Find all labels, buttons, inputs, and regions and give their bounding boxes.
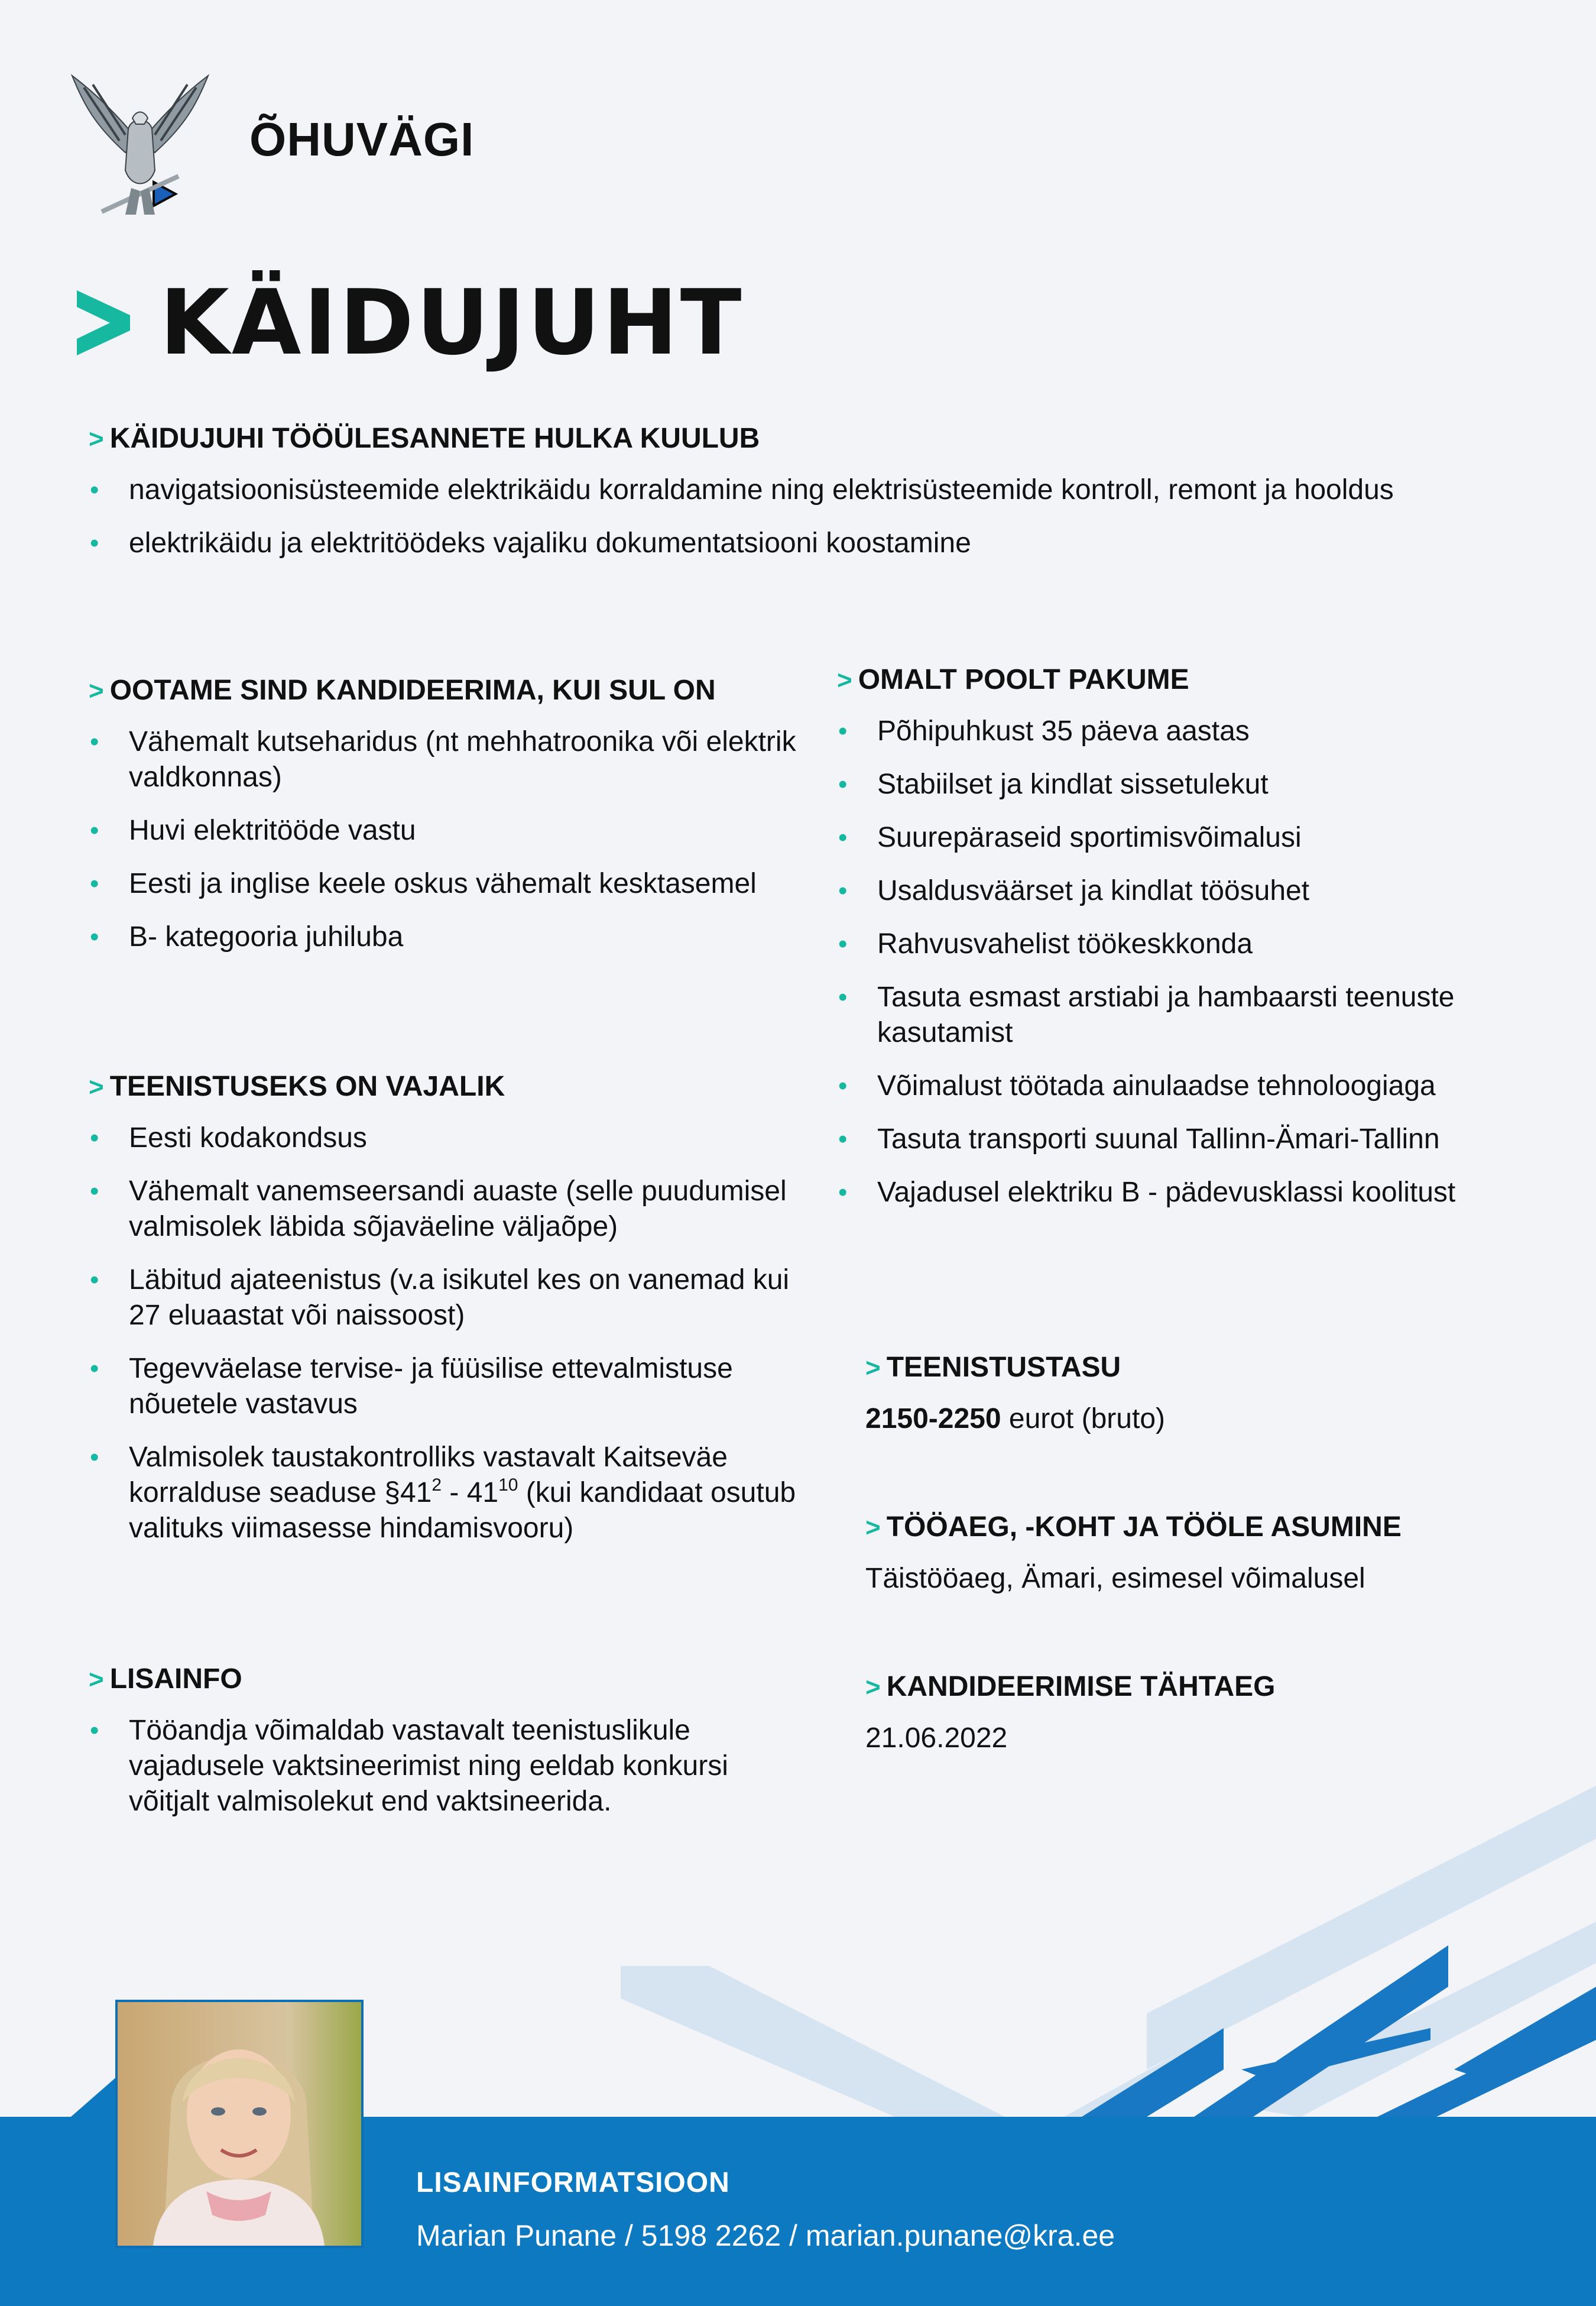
list-item: • elektrikäidu ja elektritöödeks vajaliku dokumentatsiooni koostamine (89, 526, 1478, 561)
contact-person-photo (115, 2000, 364, 2248)
candidate-list (89, 724, 798, 955)
section-title: > TEENISTUSTASU (865, 1352, 1121, 1383)
section-marker: > (865, 1513, 881, 1542)
list-item: • Eesti ja inglise keele oskus vähemalt kesktasemel (89, 866, 798, 902)
portrait-image (118, 2002, 361, 2246)
section-marker: > (865, 1673, 881, 1702)
chevron-right-icon (77, 290, 130, 355)
section-candidate (89, 673, 798, 973)
list-item: • Vähemalt kutseharidus (nt mehhatroonika või elektrik valdkonnas) (89, 724, 798, 795)
section-requirements (89, 1069, 798, 1564)
list-item: • Vähemalt vanemseersandi auaste (selle puudumisel valmisolek läbida sõjaväeline väljaõpe) (89, 1174, 798, 1245)
eagle-emblem-icon (66, 70, 214, 224)
list-item: • Rahvusvahelist töökeskkonda (837, 927, 1546, 962)
list-item: • Stabiilset ja kindlat sissetulekut (837, 767, 1546, 802)
section-title: > OMALT POOLT PAKUME (837, 664, 1189, 695)
section-offer (837, 662, 1546, 1228)
list-item: • Suurepäraseid sportimisvõimalusi (837, 820, 1546, 856)
org-name: ÕHUVÄGI (249, 113, 475, 166)
list-item: • Võimalust töötada ainulaadse tehnoloogiaga (837, 1068, 1546, 1104)
section-marker: > (89, 1073, 104, 1102)
page-title: KÄIDUJUHT (160, 270, 744, 375)
section-worktime (865, 1510, 1545, 1596)
section-title: > TEENISTUSEKS ON VAJALIK (89, 1071, 505, 1102)
section-marker: > (89, 676, 104, 705)
list-item: • B- kategooria juhiluba (89, 919, 798, 955)
salary-value: 2150-2250 eurot (bruto) (865, 1403, 1165, 1434)
contact-details[interactable]: Marian Punane / 5198 2262 / marian.punane@kra.ee (416, 2219, 1115, 2252)
worktime-value: Täistööaeg, Ämari, esimesel võimalusel (865, 1563, 1365, 1594)
section-deadline (865, 1669, 1545, 1756)
section-title: > OOTAME SIND KANDIDEERIMA, KUI SUL ON (89, 675, 716, 706)
list-item: • Valmisolek taustakontrolliks vastavalt Kaitseväe korralduse seaduse $\S 41^2 - 41^{10}$ (kui kandidaat osutub valituks viimasesse hindamisvooru) (89, 1440, 798, 1546)
list-item: • Huvi elektritööde vastu (89, 813, 798, 848)
list-item: • Vajadusel elektriku B - pädevusklassi koolitust (837, 1175, 1546, 1210)
duties-list (89, 472, 1478, 561)
section-title: > LISAINFO (89, 1663, 242, 1695)
list-item: • Põhipuhkust 35 päeva aastas (837, 714, 1546, 749)
section-title: > KÄIDUJUHI TÖÖÜLESANNETE HULKA KUULUB (89, 423, 760, 454)
list-item: • Tasuta esmast arstiabi ja hambaarsti teenuste kasutamist (837, 980, 1546, 1051)
section-duties (89, 421, 1478, 579)
list-item: • Tegevväelase tervise- ja füüsilise ettevalmistuse nõuetele vastavus (89, 1351, 798, 1422)
list-item: • Usaldusväärset ja kindlat töösuhet (837, 873, 1546, 909)
section-marker: > (837, 666, 852, 695)
list-item: • Tööandja võimaldab vastavalt teenistuslikule vajadusele vaktsineerimist ning eeldab konkursi võitjalt valmisolekut end vaktsineerida. (89, 1713, 798, 1819)
requirements-list (89, 1120, 798, 1546)
list-item: • Tasuta transporti suunal Tallinn-Ämari-Tallinn (837, 1122, 1546, 1157)
section-salary (865, 1350, 1545, 1437)
deadline-value: 21.06.2022 (865, 1722, 1008, 1754)
section-title: > TÖÖAEG, -KOHT JA TÖÖLE ASUMINE (865, 1511, 1402, 1543)
section-marker: > (89, 1665, 104, 1694)
list-item: • navigatsioonisüsteemide elektrikäidu korraldamine ning elektrisüsteemide kontroll, remont ja hooldus (89, 472, 1478, 508)
section-marker: > (89, 425, 104, 454)
list-item: • Eesti kodakondsus (89, 1120, 798, 1156)
contact-title: LISAINFORMATSIOON (416, 2167, 730, 2198)
list-item: • Läbitud ajateenistus (v.a isikutel kes on vanemad kui 27 eluaastat või naissoost) (89, 1262, 798, 1333)
section-title: > KANDIDEERIMISE TÄHTAEG (865, 1671, 1276, 1702)
offer-list (837, 714, 1546, 1210)
section-marker: > (865, 1353, 881, 1382)
title-row (77, 270, 744, 375)
